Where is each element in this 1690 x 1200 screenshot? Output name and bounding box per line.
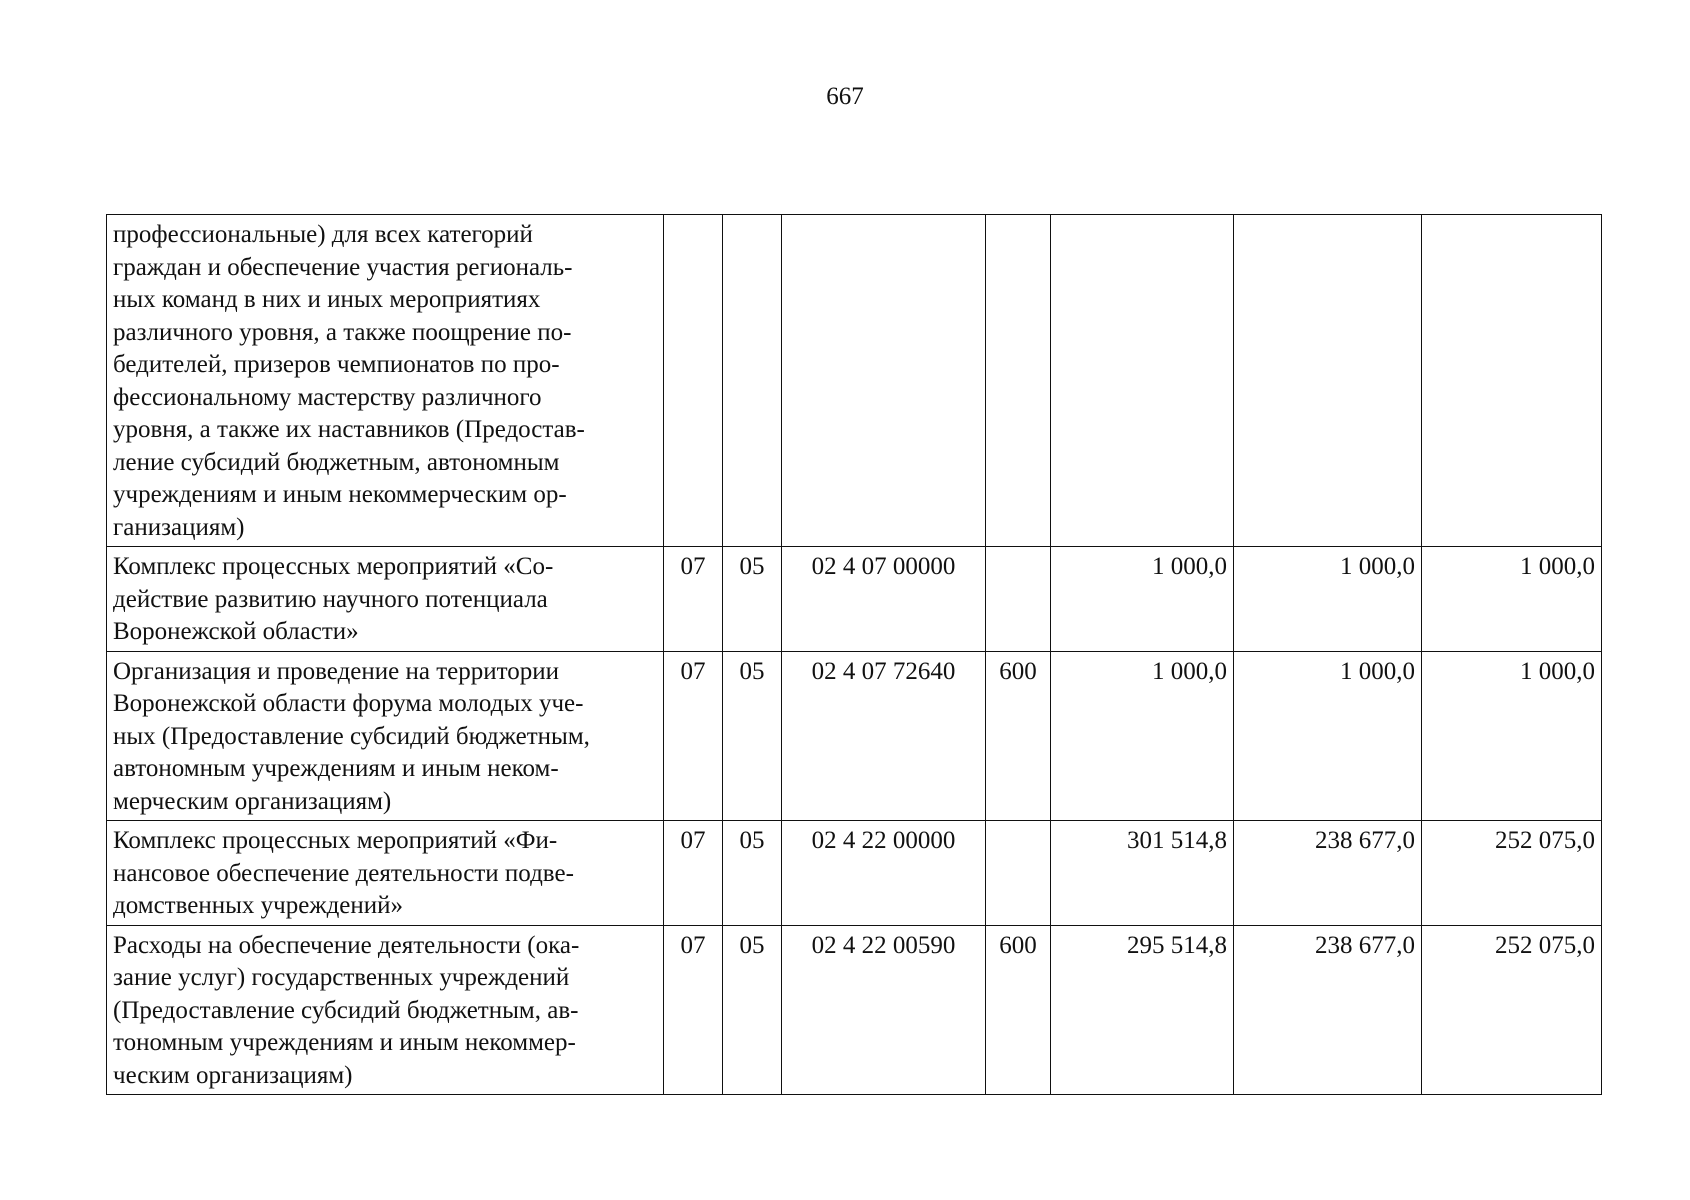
- expense-type-cell: [986, 215, 1051, 547]
- expense-name-line: нансовое обеспечение деятельности подве-: [113, 859, 574, 887]
- expense-name-line: Организация и проведение на территории: [113, 657, 559, 685]
- expense-name-cell: [107, 215, 664, 547]
- expense-name-line: Воронежской области форума молодых уче-: [113, 690, 584, 717]
- expense-name-line: автономным учреждениям и иным неком-: [113, 755, 559, 782]
- expense-name-line: ных команд в них и иных мероприятиях: [113, 286, 541, 313]
- amount-year1-cell: 295 514,8: [1051, 925, 1234, 1095]
- table-row: [107, 925, 1602, 1095]
- subsection-code-cell: 05: [723, 651, 782, 821]
- expense-name-line: Воронежской области»: [113, 618, 359, 645]
- section-code-cell: 07: [664, 547, 723, 652]
- expense-name-line: учреждениям и иным некоммерческим ор-: [113, 481, 567, 508]
- table-row: [107, 215, 1602, 547]
- amount-year3-cell: 252 075,0: [1422, 821, 1602, 926]
- expense-name-line: Комплекс процессных мероприятий «Со-: [113, 553, 554, 580]
- expense-name-cell: [107, 547, 664, 652]
- expense-name-line: Расходы на обеспечение деятельности (ока-: [113, 931, 580, 959]
- amount-year3-cell: 1 000,0: [1422, 651, 1602, 821]
- expense-name-line: граждан и обеспечение участия региональ-: [113, 253, 573, 281]
- expense-name-line: ление субсидий бюджетным, автономным: [113, 448, 560, 476]
- subsection-code-cell: [723, 215, 782, 547]
- expense-name-cell: [107, 925, 664, 1095]
- section-code-cell: 07: [664, 651, 723, 821]
- expense-name-line: фессиональному мастерству различного: [113, 383, 542, 411]
- expense-name-line: мерческим организациям): [113, 787, 392, 815]
- section-code-cell: 07: [664, 925, 723, 1095]
- amount-year1-cell: 1 000,0: [1051, 651, 1234, 821]
- expense-name-line: (Предоставление субсидий бюджетным, ав-: [113, 996, 579, 1024]
- amount-year2-cell: 238 677,0: [1234, 925, 1422, 1095]
- amount-year1-cell: [1051, 215, 1234, 547]
- expense-type-cell: [986, 547, 1051, 652]
- amount-year1-cell: 1 000,0: [1051, 547, 1234, 652]
- amount-year2-cell: 238 677,0: [1234, 821, 1422, 926]
- amount-year2-cell: [1234, 215, 1422, 547]
- amount-year3-cell: 1 000,0: [1422, 547, 1602, 652]
- expense-type-cell: [986, 821, 1051, 926]
- expense-name-line: зание услуг) государственных учреждений: [113, 964, 570, 991]
- table-row: [107, 547, 1602, 652]
- amount-year3-cell: 252 075,0: [1422, 925, 1602, 1095]
- subsection-code-cell: 05: [723, 925, 782, 1095]
- subsection-code-cell: 05: [723, 547, 782, 652]
- target-article-cell: 02 4 07 00000: [782, 547, 986, 652]
- target-article-cell: 02 4 22 00000: [782, 821, 986, 926]
- section-code-cell: [664, 215, 723, 547]
- page-number: 667: [826, 83, 864, 110]
- expense-name-line: ческим организациям): [113, 1061, 353, 1089]
- section-code-cell: 07: [664, 821, 723, 926]
- expense-name-line: домственных учреждений»: [113, 892, 404, 919]
- target-article-cell: 02 4 22 00590: [782, 925, 986, 1095]
- expense-name-line: ганизациям): [113, 513, 245, 541]
- expense-name-cell: [107, 651, 664, 821]
- expense-name-line: профессиональные) для всех категорий: [113, 221, 533, 248]
- expense-name-line: ных (Предоставление субсидий бюджетным,: [113, 722, 590, 750]
- budget-table: [106, 214, 1602, 1095]
- amount-year1-cell: 301 514,8: [1051, 821, 1234, 926]
- expense-type-cell: 600: [986, 651, 1051, 821]
- target-article-cell: [782, 215, 986, 547]
- table-row: [107, 821, 1602, 926]
- expense-type-cell: 600: [986, 925, 1051, 1095]
- expense-name-line: бедителей, призеров чемпионатов по про-: [113, 351, 560, 378]
- expense-name-line: различного уровня, а также поощрение по-: [113, 318, 572, 346]
- table-row: [107, 651, 1602, 821]
- target-article-cell: 02 4 07 72640: [782, 651, 986, 821]
- amount-year3-cell: [1422, 215, 1602, 547]
- amount-year2-cell: 1 000,0: [1234, 651, 1422, 821]
- expense-name-line: уровня, а также их наставников (Предостав-: [113, 416, 585, 443]
- amount-year2-cell: 1 000,0: [1234, 547, 1422, 652]
- subsection-code-cell: 05: [723, 821, 782, 926]
- expense-name-line: действие развитию научного потенциала: [113, 585, 548, 613]
- expense-name-line: Комплекс процессных мероприятий «Фи-: [113, 827, 558, 854]
- expense-name-line: тономным учреждениям и иным некоммер-: [113, 1029, 576, 1056]
- table-body: [107, 215, 1602, 1095]
- expense-name-cell: [107, 821, 664, 926]
